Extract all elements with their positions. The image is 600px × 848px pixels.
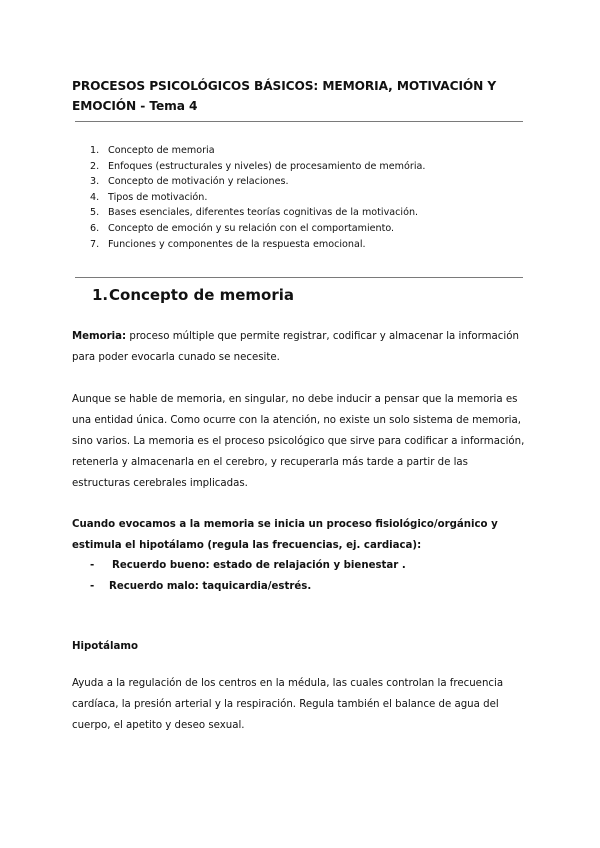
memoria-definition: Memoria: proceso múltiple que permite registrar, codificar y almacenar la información para poder evocarla cunado se necesite. (72, 331, 519, 363)
toc-item: 5. Bases esenciales, diferentes teorías cognitivas de la motivación. (90, 207, 419, 219)
document-title: PROCESOS PSICOLÓGICOS BÁSICOS: MEMORIA, MOTIVACIÓN Y EMOCIÓN - Tema 4 (72, 79, 497, 113)
toc-item: 7. Funciones y componentes de la respuesta emocional. (90, 238, 366, 250)
divider (75, 277, 523, 278)
bullet-dash: - (90, 581, 95, 592)
paragraph-bold: Cuando evocamos a la memoria se inicia un proceso fisiológico/orgánico y estimula el hipotálamo (regula las frecuencias, ej. cardiaca): (72, 519, 498, 551)
bullet-item: Recuerdo malo: taquicardia/estrés. (109, 581, 312, 592)
subheading: Hipotálamo (72, 641, 139, 652)
toc-item: 1. Concepto de memoria (90, 145, 215, 156)
term-label: Memoria: (72, 331, 127, 342)
divider (75, 121, 523, 122)
section-heading: 1.Concepto de memoria (92, 286, 295, 304)
toc-item: 2. Enfoques (estructurales y niveles) de procesamiento de memória. (90, 160, 426, 172)
paragraph: Aunque se hable de memoria, en singular, no debe inducir a pensar que la memoria es una entidad única. Como ocurre con la atención, no existe un solo sistema de memoria, sino varios. La memoria es el proceso psicológico que sirve para codificar a información, retenerla y almacenarla en el cerebro, y recuperarla más tarde a partir de las estructuras cerebrales implicadas. (72, 394, 525, 489)
bullet-dash: - (90, 560, 95, 571)
toc-item: 4. Tipos de motivación. (90, 191, 208, 203)
table-of-contents (90, 143, 425, 252)
toc-item: 3. Concepto de motivación y relaciones. (90, 176, 289, 188)
toc-item: 6. Concepto de emoción y su relación con el comportamiento. (90, 222, 395, 234)
paragraph: Ayuda a la regulación de los centros en la médula, las cuales controlan la frecuencia cardíaca, la presión arterial y la respiración. Regula también el balance de agua del cuerpo, el apetito y deseo sexual. (72, 678, 504, 731)
bullet-item: Recuerdo bueno: estado de relajación y bienestar . (112, 560, 406, 571)
